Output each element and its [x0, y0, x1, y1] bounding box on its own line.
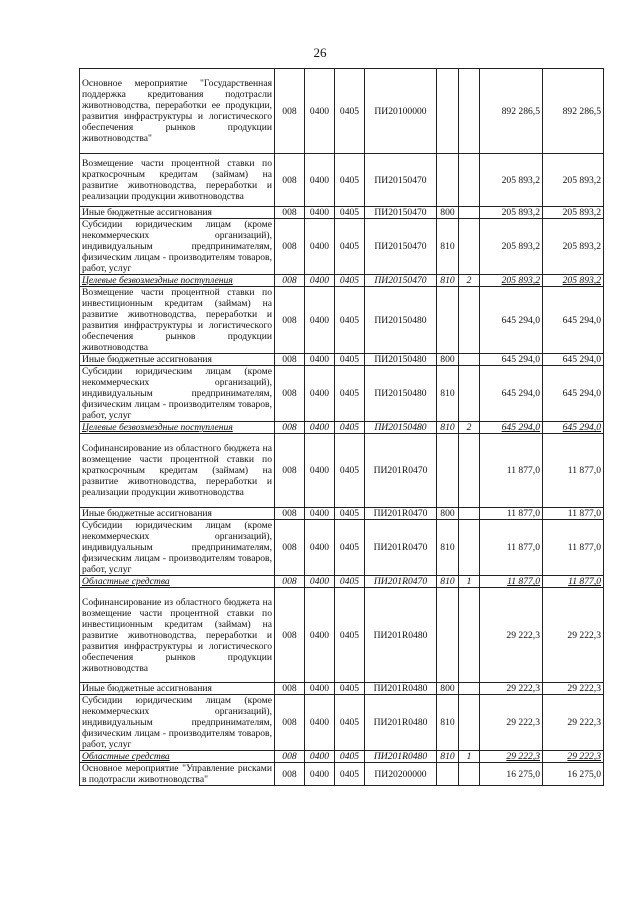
- expense-type-cell: 810: [437, 520, 459, 576]
- source-code-cell: 1: [459, 751, 480, 763]
- expense-type-cell: 810: [437, 422, 459, 434]
- grbs-cell: 008: [275, 683, 305, 695]
- section-cell: 0400: [305, 207, 335, 219]
- table-row: [80, 354, 604, 366]
- source-code-cell: [459, 69, 480, 154]
- subsection-cell: 0405: [335, 219, 365, 275]
- section-cell: 0400: [305, 508, 335, 520]
- section-cell: 0400: [305, 588, 335, 683]
- target-article-cell: ПИ20150470: [365, 219, 437, 275]
- target-article-cell: ПИ201R0480: [365, 683, 437, 695]
- source-code-cell: [459, 434, 480, 508]
- subsection-cell: 0405: [335, 287, 365, 354]
- name-cell: Субсидии юридическим лицам (кроме некоммерческих организаций), индивидуальным предпринимателям, физическим лицам - производителям товаров, работ, услуг: [80, 520, 275, 576]
- expense-type-cell: 810: [437, 751, 459, 763]
- target-article-cell: ПИ201R0470: [365, 434, 437, 508]
- grbs-cell: 008: [275, 422, 305, 434]
- grbs-cell: 008: [275, 207, 305, 219]
- section-cell: 0400: [305, 695, 335, 751]
- target-article-cell: ПИ20200000: [365, 763, 437, 786]
- name-cell: Иные бюджетные ассигнования: [80, 508, 275, 520]
- expense-type-cell: 810: [437, 695, 459, 751]
- expense-type-cell: [437, 287, 459, 354]
- name-cell: Основное мероприятие "Государственная поддержка кредитования подотрасли животноводства, переработки ее продукции, развития инфраструктуры и логистического обеспечения рынков продукции животноводства": [80, 69, 275, 154]
- expense-type-cell: [437, 69, 459, 154]
- grbs-cell: 008: [275, 576, 305, 588]
- table-row: [80, 683, 604, 695]
- grbs-cell: 008: [275, 763, 305, 786]
- expense-type-cell: [437, 588, 459, 683]
- section-cell: 0400: [305, 287, 335, 354]
- amount-cell: 29 222,3: [480, 588, 543, 683]
- subsection-cell: 0405: [335, 763, 365, 786]
- amount-cell: 11 877,0: [480, 434, 543, 508]
- source-code-cell: [459, 287, 480, 354]
- grbs-cell: 008: [275, 751, 305, 763]
- amount-cell: 11 877,0: [543, 520, 604, 576]
- target-article-cell: ПИ201R0480: [365, 751, 437, 763]
- amount-cell: 892 286,5: [543, 69, 604, 154]
- grbs-cell: 008: [275, 520, 305, 576]
- name-cell: Иные бюджетные ассигнования: [80, 683, 275, 695]
- amount-cell: 892 286,5: [480, 69, 543, 154]
- amount-cell: 205 893,2: [480, 275, 543, 287]
- grbs-cell: 008: [275, 154, 305, 207]
- table-row: [80, 287, 604, 354]
- amount-cell: 645 294,0: [543, 354, 604, 366]
- amount-cell: 29 222,3: [543, 683, 604, 695]
- source-code-cell: [459, 508, 480, 520]
- name-cell: Областные средства: [80, 751, 275, 763]
- amount-cell: 11 877,0: [480, 520, 543, 576]
- target-article-cell: ПИ20150480: [365, 422, 437, 434]
- amount-cell: 645 294,0: [480, 287, 543, 354]
- section-cell: 0400: [305, 219, 335, 275]
- amount-cell: 645 294,0: [543, 422, 604, 434]
- source-code-cell: [459, 207, 480, 219]
- amount-cell: 16 275,0: [480, 763, 543, 786]
- table-row: [80, 508, 604, 520]
- subsection-cell: 0405: [335, 275, 365, 287]
- amount-cell: 11 877,0: [543, 508, 604, 520]
- section-cell: 0400: [305, 69, 335, 154]
- source-code-cell: [459, 520, 480, 576]
- target-article-cell: ПИ201R0470: [365, 508, 437, 520]
- grbs-cell: 008: [275, 695, 305, 751]
- amount-cell: 29 222,3: [543, 588, 604, 683]
- amount-cell: 205 893,2: [480, 154, 543, 207]
- section-cell: 0400: [305, 683, 335, 695]
- budget-table: [79, 68, 604, 786]
- expense-type-cell: 800: [437, 354, 459, 366]
- amount-cell: 11 877,0: [543, 434, 604, 508]
- name-cell: Областные средства: [80, 576, 275, 588]
- amount-cell: 645 294,0: [480, 354, 543, 366]
- grbs-cell: 008: [275, 287, 305, 354]
- grbs-cell: 008: [275, 354, 305, 366]
- name-cell: Целевые безвозмездные поступления: [80, 275, 275, 287]
- section-cell: 0400: [305, 154, 335, 207]
- table-row: [80, 219, 604, 275]
- name-cell: Основное мероприятие "Управление рисками в подотрасли животноводства": [80, 763, 275, 786]
- section-cell: 0400: [305, 576, 335, 588]
- grbs-cell: 008: [275, 588, 305, 683]
- expense-type-cell: 810: [437, 366, 459, 422]
- source-code-cell: [459, 683, 480, 695]
- target-article-cell: ПИ20150480: [365, 287, 437, 354]
- amount-cell: 205 893,2: [543, 154, 604, 207]
- subsection-cell: 0405: [335, 520, 365, 576]
- amount-cell: 205 893,2: [480, 207, 543, 219]
- table-row: [80, 695, 604, 751]
- subsection-cell: 0405: [335, 588, 365, 683]
- page-number: 26: [313, 45, 327, 60]
- section-cell: 0400: [305, 366, 335, 422]
- amount-cell: 29 222,3: [543, 695, 604, 751]
- target-article-cell: ПИ20150470: [365, 154, 437, 207]
- section-cell: 0400: [305, 434, 335, 508]
- target-article-cell: ПИ20150470: [365, 207, 437, 219]
- amount-cell: 11 877,0: [543, 576, 604, 588]
- target-article-cell: ПИ20150480: [365, 366, 437, 422]
- amount-cell: 645 294,0: [480, 366, 543, 422]
- name-cell: Субсидии юридическим лицам (кроме некоммерческих организаций), индивидуальным предпринимателям, физическим лицам - производителям товаров, работ, услуг: [80, 219, 275, 275]
- expense-type-cell: [437, 763, 459, 786]
- subsection-cell: 0405: [335, 354, 365, 366]
- target-article-cell: ПИ20100000: [365, 69, 437, 154]
- target-article-cell: ПИ20150470: [365, 275, 437, 287]
- grbs-cell: 008: [275, 275, 305, 287]
- table-row: [80, 751, 604, 763]
- name-cell: Иные бюджетные ассигнования: [80, 354, 275, 366]
- name-cell: Субсидии юридическим лицам (кроме некоммерческих организаций), индивидуальным предпринимателям, физическим лицам - производителям товаров, работ, услуг: [80, 695, 275, 751]
- name-cell: Целевые безвозмездные поступления: [80, 422, 275, 434]
- amount-cell: 11 877,0: [480, 576, 543, 588]
- expense-type-cell: 810: [437, 576, 459, 588]
- section-cell: 0400: [305, 275, 335, 287]
- section-cell: 0400: [305, 354, 335, 366]
- expense-type-cell: 800: [437, 207, 459, 219]
- source-code-cell: 1: [459, 576, 480, 588]
- source-code-cell: [459, 695, 480, 751]
- target-article-cell: ПИ201R0470: [365, 520, 437, 576]
- amount-cell: 205 893,2: [543, 207, 604, 219]
- name-cell: Возмещение части процентной ставки по краткосрочным кредитам (займам) на развитие животноводства, переработки и реализации продукции животноводства: [80, 154, 275, 207]
- expense-type-cell: 800: [437, 508, 459, 520]
- subsection-cell: 0405: [335, 576, 365, 588]
- table-row: [80, 275, 604, 287]
- amount-cell: 205 893,2: [543, 219, 604, 275]
- subsection-cell: 0405: [335, 207, 365, 219]
- source-code-cell: 2: [459, 422, 480, 434]
- grbs-cell: 008: [275, 366, 305, 422]
- subsection-cell: 0405: [335, 154, 365, 207]
- section-cell: 0400: [305, 520, 335, 576]
- grbs-cell: 008: [275, 434, 305, 508]
- grbs-cell: 008: [275, 69, 305, 154]
- amount-cell: 16 275,0: [543, 763, 604, 786]
- source-code-cell: [459, 154, 480, 207]
- amount-cell: 29 222,3: [543, 751, 604, 763]
- grbs-cell: 008: [275, 508, 305, 520]
- table-row: [80, 588, 604, 683]
- table-row: [80, 69, 604, 154]
- amount-cell: 645 294,0: [543, 287, 604, 354]
- name-cell: Возмещение части процентной ставки по инвестиционным кредитам (займам) на развитие животноводства, переработки и развития инфраструктуры и логистического обеспечения рынков продукции животноводства: [80, 287, 275, 354]
- name-cell: Иные бюджетные ассигнования: [80, 207, 275, 219]
- source-code-cell: 2: [459, 275, 480, 287]
- table-row: [80, 763, 604, 786]
- target-article-cell: ПИ201R0470: [365, 576, 437, 588]
- source-code-cell: [459, 354, 480, 366]
- subsection-cell: 0405: [335, 683, 365, 695]
- expense-type-cell: 810: [437, 275, 459, 287]
- amount-cell: 645 294,0: [480, 422, 543, 434]
- table-row: [80, 422, 604, 434]
- source-code-cell: [459, 763, 480, 786]
- name-cell: Софинансирование из областного бюджета на возмещение части процентной ставки по инвестиционным кредитам (займам) на развитие животноводства, переработки и развития инфраструктуры и логистического обеспечения рынков продукции животноводства: [80, 588, 275, 683]
- amount-cell: 205 893,2: [543, 275, 604, 287]
- table-row: [80, 366, 604, 422]
- subsection-cell: 0405: [335, 751, 365, 763]
- expense-type-cell: 800: [437, 683, 459, 695]
- table-row: [80, 154, 604, 207]
- source-code-cell: [459, 366, 480, 422]
- subsection-cell: 0405: [335, 508, 365, 520]
- amount-cell: 205 893,2: [480, 219, 543, 275]
- section-cell: 0400: [305, 763, 335, 786]
- subsection-cell: 0405: [335, 69, 365, 154]
- amount-cell: 11 877,0: [480, 508, 543, 520]
- expense-type-cell: [437, 434, 459, 508]
- table-row: [80, 576, 604, 588]
- expense-type-cell: [437, 154, 459, 207]
- table-row: [80, 434, 604, 508]
- source-code-cell: [459, 588, 480, 683]
- grbs-cell: 008: [275, 219, 305, 275]
- amount-cell: 29 222,3: [480, 695, 543, 751]
- target-article-cell: ПИ20150480: [365, 354, 437, 366]
- subsection-cell: 0405: [335, 366, 365, 422]
- table-row: [80, 520, 604, 576]
- section-cell: 0400: [305, 422, 335, 434]
- subsection-cell: 0405: [335, 434, 365, 508]
- source-code-cell: [459, 219, 480, 275]
- name-cell: Субсидии юридическим лицам (кроме некоммерческих организаций), индивидуальным предпринимателям, физическим лицам - производителям товаров, работ, услуг: [80, 366, 275, 422]
- subsection-cell: 0405: [335, 695, 365, 751]
- amount-cell: 29 222,3: [480, 683, 543, 695]
- target-article-cell: ПИ201R0480: [365, 695, 437, 751]
- amount-cell: 29 222,3: [480, 751, 543, 763]
- amount-cell: 645 294,0: [543, 366, 604, 422]
- section-cell: 0400: [305, 751, 335, 763]
- expense-type-cell: 810: [437, 219, 459, 275]
- target-article-cell: ПИ201R0480: [365, 588, 437, 683]
- subsection-cell: 0405: [335, 422, 365, 434]
- table-row: [80, 207, 604, 219]
- name-cell: Софинансирование из областного бюджета на возмещение части процентной ставки по краткосрочным кредитам (займам) на развитие животноводства, переработки и реализации продукции животноводства: [80, 434, 275, 508]
